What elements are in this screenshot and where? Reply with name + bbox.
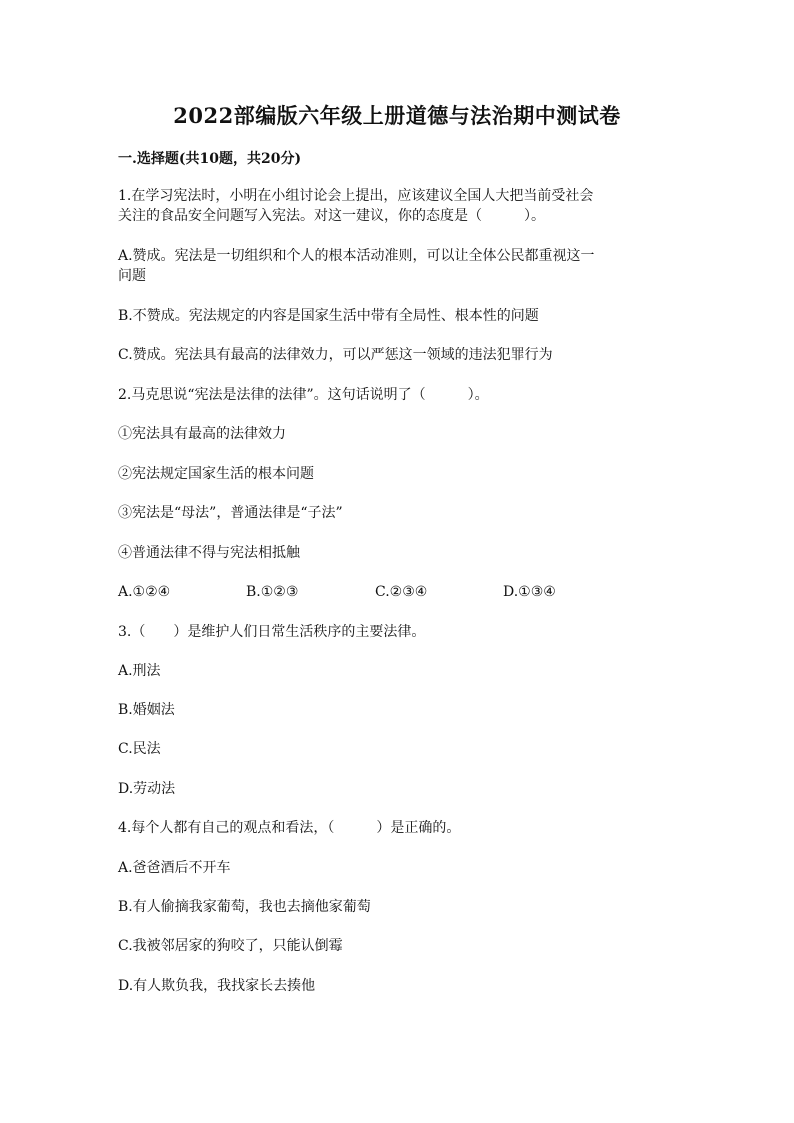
q2-option-a: A.①②④ <box>118 584 171 600</box>
q2-statement-1: ①宪法具有最高的法律效力 <box>118 426 286 442</box>
q1-option-c: C.赞成。宪法具有最高的法律效力，可以严惩这一领域的违法犯罪行为 <box>118 347 553 363</box>
q3-stem: 3.（ ）是维护人们日常生活秩序的主要法律。 <box>118 624 426 640</box>
q2-stem: 2.马克思说“宪法是法律的法律”。这句话说明了（ ）。 <box>118 387 489 403</box>
section-heading: 一.选择题(共10题，共20分) <box>118 151 302 167</box>
page-title: 2022部编版六年级上册道德与法治期中测试卷 <box>173 103 621 128</box>
q4-option-c: C.我被邻居家的狗咬了，只能认倒霉 <box>118 938 343 954</box>
q1-option-a-line1: A.赞成。宪法是一切组织和个人的根本活动准则，可以让全体公民都重视这一 <box>118 248 595 264</box>
q4-option-b: B.有人偷摘我家葡萄，我也去摘他家葡萄 <box>118 899 371 915</box>
q2-option-b: B.①②③ <box>246 584 299 600</box>
q3-option-c: C.民法 <box>118 741 161 757</box>
q2-option-d: D.①③④ <box>503 584 556 600</box>
q2-statement-4: ④普通法律不得与宪法相抵触 <box>118 545 300 561</box>
q1-option-b: B.不赞成。宪法规定的内容是国家生活中带有全局性、根本性的问题 <box>118 308 539 324</box>
q2-statement-2: ②宪法规定国家生活的根本问题 <box>118 466 314 482</box>
q4-option-a: A.爸爸酒后不开车 <box>118 860 231 876</box>
q2-option-c: C.②③④ <box>375 584 428 600</box>
q2-statement-3: ③宪法是“母法”，普通法律是“子法” <box>118 505 343 521</box>
q1-stem-line2: 关注的食品安全问题写入宪法。对这一建议，你的态度是（ ）。 <box>118 208 545 224</box>
q1-stem-line1: 1.在学习宪法时，小明在小组讨论会上提出，应该建议全国人大把当前受社会 <box>118 188 594 204</box>
q2-options-row <box>118 582 678 603</box>
q4-option-d: D.有人欺负我，我找家长去揍他 <box>118 978 316 994</box>
q3-option-b: B.婚姻法 <box>118 702 175 718</box>
q1-option-a-line2: 问题 <box>118 268 146 284</box>
q3-option-d: D.劳动法 <box>118 781 176 797</box>
q4-stem: 4.每个人都有自己的观点和看法，（ ）是正确的。 <box>118 820 461 836</box>
q3-option-a: A.刑法 <box>118 663 161 679</box>
